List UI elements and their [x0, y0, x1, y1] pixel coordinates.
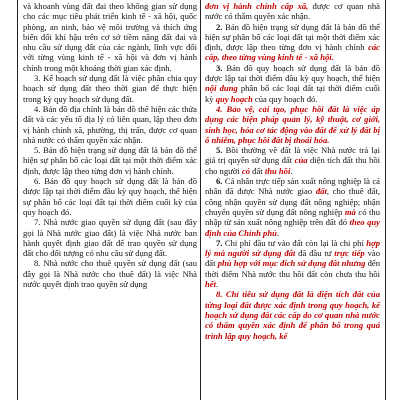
text-run: Bản đồ hiện trạng sử dụng đất là bản đồ thể hiện sự phân bố các loại đất tại một thời điểm xác định, được lập theo từng đơn vị hành chính [205, 21, 380, 53]
text-run: vào đất [205, 248, 380, 269]
text-run: . [276, 227, 280, 238]
text-run: 4. Bản đồ địa chính là bản đồ thể hiện các thửa đất và các yếu tố địa lý có liên quan, lập theo đơn vị hành chính xã, phường, thị trấn, được cơ quan nhà nước có thẩm quyền xác nhận. [23, 103, 197, 145]
text-run: 7. Nhà nước giao quyền sử dụng đất (sau đây gọi là Nhà nước giao đất) là việc Nhà nước ban hành quyết định giao đất để trao quyền sử dụng đất cho đối tượng có nhu cầu sử dụng đất. [23, 217, 197, 259]
text-run: đến thời điểm Nhà nước thu hồi đất còn chưa thu hồi [205, 258, 381, 279]
text-run: 8. Nhà nước cho thuê quyền sử dụng đất (sau đây gọi là Nhà nước cho thuê đất) là việc Nhà nước quyết định trao quyền sử dụng [23, 258, 197, 290]
highlighted-amendment-text: có [241, 165, 251, 176]
paragraph [23, 104, 197, 145]
paragraph [205, 104, 380, 145]
highlighted-amendment-text: trực tiếp [334, 248, 365, 259]
paragraph [205, 176, 380, 238]
highlighted-amendment-text: đơn vị hành chính cấp xã, [205, 1, 309, 11]
paragraph [205, 1, 380, 22]
comparison-table [17, 0, 386, 400]
text-run: Bản đồ quy hoạch sử dụng đất là bản đồ được lập tại thời điểm đầu kỳ quy hoạch, thể hiện [205, 62, 380, 84]
text-run: đất [250, 165, 265, 176]
paragraph [23, 73, 197, 104]
left-column-old-text [18, 0, 201, 400]
text-run: Bồi thường về đất là việc Nhà nước trả lại giá trị quyền sử dụng đất [205, 145, 380, 166]
text-run: 3. [216, 62, 223, 73]
paragraph [205, 22, 380, 63]
paragraph [205, 63, 380, 104]
text-run: 7. [216, 237, 223, 248]
text-run: Chi phí đầu tư vào đất còn lại là chi phí [222, 237, 367, 248]
paragraph [23, 217, 197, 258]
text-run: có thu nhập từ sản xuất nông nghiệp trên đất đó [205, 206, 381, 228]
highlighted-amendment-text: phù hợp với mục đích sử dụng đất nhưng [217, 258, 366, 269]
text-run: 3. Kế hoạch sử dụng đất là việc phân chia quy hoạch sử dụng đất theo thời gian để thực hiện trong kỳ quy hoạch sử dụng đất. [23, 73, 197, 104]
highlighted-amendment-text: mà [344, 206, 356, 217]
paragraph [23, 176, 197, 217]
highlighted-amendment-text: 4. Bảo vệ, cải tạo, phục hồi đất là việc áp dụng các biện pháp quản lý, kỹ thuật, cơ giới, sinh học, hóa cơ tác động vào đất để xử lý đất bị ô nhiễm, phục hồi đất bị thoái hóa. [205, 103, 380, 145]
text-run: phân bổ các loại đất tại thời điểm cuối kỳ [205, 83, 381, 104]
highlighted-amendment-text: thu hồi [264, 165, 291, 176]
text-run: . [290, 165, 293, 176]
text-run: . [215, 279, 219, 290]
highlighted-amendment-text: quy hoạch [215, 93, 253, 104]
text-run: được cơ quan nhà nước có thẩm quyền xác nhận. [205, 1, 380, 22]
paragraph [205, 238, 380, 289]
paragraph [205, 145, 380, 176]
highlighted-amendment-text: đất [315, 186, 327, 197]
highlighted-amendment-text: hết [205, 279, 216, 290]
text-run: 2. [216, 21, 223, 32]
text-run: của quy hoạch đó. [252, 93, 318, 104]
text-run: diện tích đất thu hồi cho người [205, 155, 381, 176]
paragraph [23, 145, 197, 176]
text-run: 5. [216, 145, 223, 156]
paragraph [23, 258, 197, 289]
text-run: Cá nhân trực tiếp sản xuất nông nghiệp là cá nhân đã được Nhà nước giao [205, 176, 380, 197]
highlighted-amendment-text: 8. Chỉ tiêu sử dụng đất là diện tích đất của từng loại đất được xác định trong quy hoạch, kế hoạch sử dụng đất các cấp do cơ quan nhà nước có thẩm quyền xác định để phân bổ trong quá trình lập quy hoạch, kế [205, 289, 380, 341]
right-column-new-text [201, 0, 385, 400]
highlighted-amendment-text: các cấp, theo từng vùng kinh tế - xã hội. [205, 42, 380, 63]
paragraph [23, 1, 197, 73]
text-run: 6. [216, 176, 223, 187]
paragraph [205, 289, 380, 340]
highlighted-amendment-text: theo quy định của Chính phủ [205, 217, 380, 238]
text-run: 6. Bản đồ quy hoạch sử dụng đất là bản đồ được lập tại thời điểm đầu kỳ quy hoạch, thể hiện sự phân bổ các loại đất tại thời điểm cuối kỳ của quy hoạch đó. [23, 176, 197, 217]
text-run: , cho thuê đất, công nhận quyền sử dụng đất nông nghiệp; nhận chuyển quyền sử dụng đất nông nghiệp [205, 186, 380, 217]
highlighted-amendment-text: của [294, 155, 308, 166]
text-run: 5. Bản đồ hiện trạng sử dụng đất là bản đồ thể hiện sự phân bố các loại đất tại một thời điểm xác định, được lập theo từng đơn vị hành chính. [23, 145, 197, 176]
highlighted-amendment-text: nội dung [205, 83, 238, 94]
text-run: đã đầu tư [295, 248, 335, 259]
highlighted-amendment-text: hợp lý mà người sử dụng đất [205, 237, 380, 259]
text-run: và khoanh vùng đất đai theo không gian sử dụng cho các mục tiêu phát triển kinh tế - xã hội, quốc phòng, an ninh, bảo vệ môi trường và thích ứng biến đổi khí hậu trên cơ sở tiềm năng đất đai và nhu cầu sử dụng đất của các ngành, lĩnh vực đối với từng vùng kinh tế - xã hội và đơn vị hành chính trong một khoảng thời gian xác định. [23, 1, 197, 73]
